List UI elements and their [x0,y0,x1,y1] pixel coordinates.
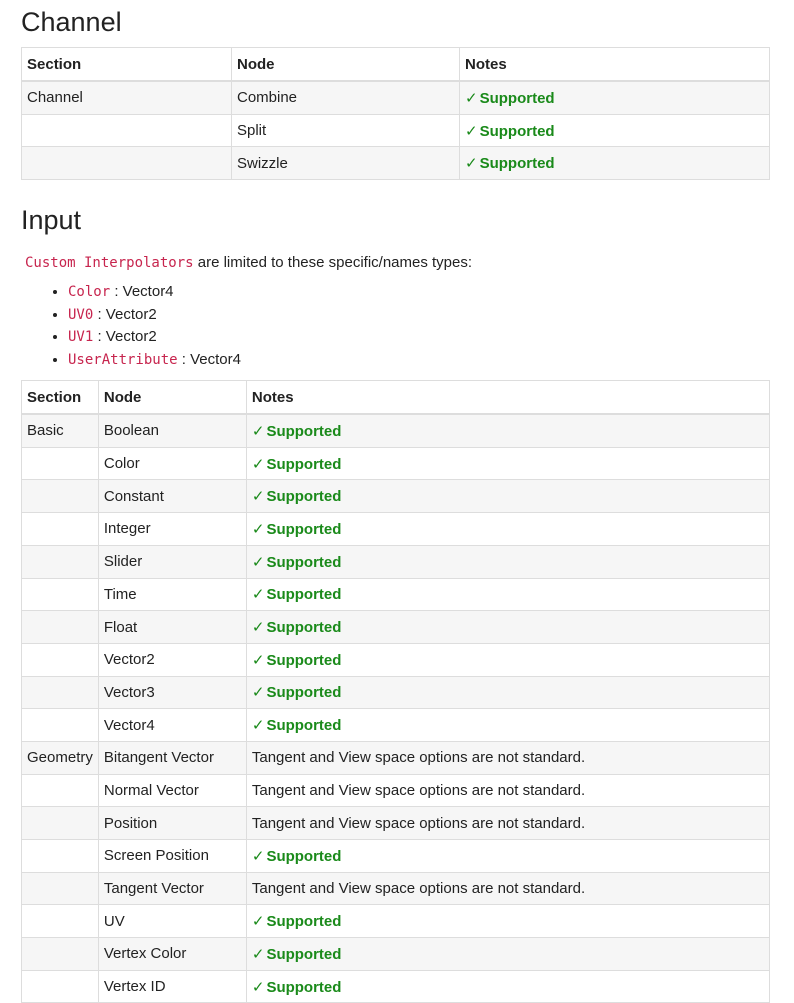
cell-notes [246,905,769,938]
table-row [22,578,770,611]
interpolator-type-list [21,281,770,371]
table-row [22,513,770,546]
cell-node: Float [98,611,246,644]
supported-badge [252,619,342,636]
supported-badge [252,554,342,571]
supported-label: Supported [266,619,342,637]
type-name-code: UV1 [68,329,94,346]
input-table-body [22,414,770,1003]
cell-notes [246,709,769,742]
supported-label: Supported [479,122,555,140]
cell-section [22,480,99,513]
cell-node: Combine [232,81,460,114]
cell-section [22,643,99,676]
checkmark-icon: ✓ [251,586,265,604]
note-text: Tangent and View space options are not standard. [251,749,586,767]
supported-label: Supported [266,586,342,604]
table-row [22,840,770,873]
cell-node: Integer [98,513,246,546]
supported-badge [252,586,342,603]
cell-notes [246,513,769,546]
cell-section [22,872,99,905]
cell-node: Color [98,447,246,480]
cell-node: Vector2 [98,643,246,676]
channel-table-body [22,81,770,180]
supported-label: Supported [479,155,555,173]
table-row [22,970,770,1003]
cell-notes [246,545,769,578]
table-row [22,147,770,180]
supported-badge [252,979,342,996]
supported-badge [252,652,342,669]
supported-badge [465,123,555,140]
cell-section [22,676,99,709]
column-header-notes: Notes [460,48,770,82]
list-item [68,304,770,327]
cell-notes [246,414,769,447]
column-header-notes: Notes [246,381,769,415]
input-table [21,380,770,1003]
checkmark-icon: ✓ [251,422,265,440]
note-text: Tangent and View space options are not standard. [251,814,586,832]
supported-badge [252,848,342,865]
cell-section [22,147,232,180]
cell-node: Vertex ID [98,970,246,1003]
checkmark-icon: ✓ [251,978,265,996]
cell-node: Tangent Vector [98,872,246,905]
cell-section [22,114,232,147]
table-row [22,414,770,447]
checkmark-icon: ✓ [465,155,478,173]
cell-section: Geometry [22,741,99,774]
channel-table [21,47,770,180]
cell-section [22,938,99,971]
cell-node: Vertex Color [98,938,246,971]
list-item [68,281,770,304]
supported-label: Supported [266,553,342,571]
list-item [68,349,770,372]
checkmark-icon: ✓ [251,488,265,506]
cell-notes [460,81,770,114]
input-intro [25,253,770,273]
type-value: : Vector4 [177,350,241,368]
supported-badge [252,521,342,538]
supported-badge [252,684,342,701]
table-row [22,676,770,709]
checkmark-icon: ✓ [251,520,265,538]
cell-notes [246,872,769,905]
supported-label: Supported [266,978,342,996]
cell-notes [246,578,769,611]
table-row [22,114,770,147]
checkmark-icon: ✓ [251,717,265,735]
cell-notes [246,480,769,513]
cell-section: Channel [22,81,232,114]
cell-node: Bitangent Vector [98,741,246,774]
column-header-node: Node [232,48,460,82]
cell-node: Constant [98,480,246,513]
table-row [22,938,770,971]
cell-notes [246,643,769,676]
cell-node: Boolean [98,414,246,447]
cell-node: Time [98,578,246,611]
supported-badge [252,946,342,963]
cell-node: Vector3 [98,676,246,709]
type-name-code: Color [68,284,111,301]
cell-section [22,905,99,938]
supported-badge [252,488,342,505]
supported-label: Supported [266,945,342,963]
supported-label: Supported [266,455,342,473]
checkmark-icon: ✓ [251,684,265,702]
checkmark-icon: ✓ [251,913,265,931]
cell-notes [460,147,770,180]
cell-notes [246,938,769,971]
cell-section: Basic [22,414,99,447]
cell-section [22,545,99,578]
table-row [22,81,770,114]
table-row [22,447,770,480]
supported-badge [252,456,342,473]
table-row [22,545,770,578]
cell-node: Position [98,807,246,840]
checkmark-icon: ✓ [465,89,478,107]
intro-code: Custom Interpolators [25,255,194,272]
cell-section [22,447,99,480]
cell-notes [246,840,769,873]
checkmark-icon: ✓ [251,553,265,571]
cell-node: Vector4 [98,709,246,742]
cell-node: Slider [98,545,246,578]
supported-label: Supported [266,651,342,669]
type-value: : Vector2 [93,328,157,346]
column-header-section: Section [22,48,232,82]
type-value: : Vector2 [93,305,157,323]
type-name-code: UserAttribute [68,351,178,368]
checkmark-icon: ✓ [465,122,478,140]
table-row [22,807,770,840]
supported-label: Supported [266,847,342,865]
note-text: Tangent and View space options are not standard. [251,781,586,799]
cell-section [22,611,99,644]
heading-channel: Channel [21,7,122,37]
checkmark-icon: ✓ [251,847,265,865]
table-row [22,709,770,742]
cell-notes [246,970,769,1003]
checkmark-icon: ✓ [251,619,265,637]
cell-section [22,513,99,546]
checkmark-icon: ✓ [251,455,265,473]
note-text: Tangent and View space options are not standard. [251,880,586,898]
checkmark-icon: ✓ [251,945,265,963]
supported-label: Supported [266,520,342,538]
table-row [22,872,770,905]
cell-section [22,840,99,873]
table-row [22,905,770,938]
heading-input: Input [21,205,82,236]
supported-badge [252,717,342,734]
cell-node: Split [232,114,460,147]
intro-text: are limited to these specific/names types: [193,254,473,272]
table-row [22,741,770,774]
cell-section [22,774,99,807]
type-value: : Vector4 [110,283,174,301]
table-row [22,643,770,676]
table-row [22,611,770,644]
supported-label: Supported [266,717,342,735]
cell-node: UV [98,905,246,938]
column-header-node: Node [98,381,246,415]
cell-notes [246,676,769,709]
cell-node: Screen Position [98,840,246,873]
cell-notes [246,774,769,807]
cell-section [22,970,99,1003]
supported-label: Supported [266,913,342,931]
table-header-row [22,381,770,415]
table-row [22,774,770,807]
supported-label: Supported [266,684,342,702]
supported-label: Supported [266,422,342,440]
supported-label: Supported [479,89,555,107]
cell-node: Normal Vector [98,774,246,807]
cell-section [22,709,99,742]
column-header-section: Section [22,381,99,415]
supported-badge [252,913,342,930]
supported-label: Supported [266,488,342,506]
cell-notes [246,807,769,840]
checkmark-icon: ✓ [251,651,265,669]
supported-badge [465,155,555,172]
cell-notes [246,447,769,480]
supported-badge [465,90,555,107]
list-item [68,326,770,349]
cell-section [22,807,99,840]
cell-section [22,578,99,611]
supported-badge [252,423,342,440]
cell-notes [246,611,769,644]
cell-notes [460,114,770,147]
cell-node: Swizzle [232,147,460,180]
table-header-row [22,48,770,82]
table-row [22,480,770,513]
cell-notes [246,741,769,774]
type-name-code: UV0 [68,306,94,323]
